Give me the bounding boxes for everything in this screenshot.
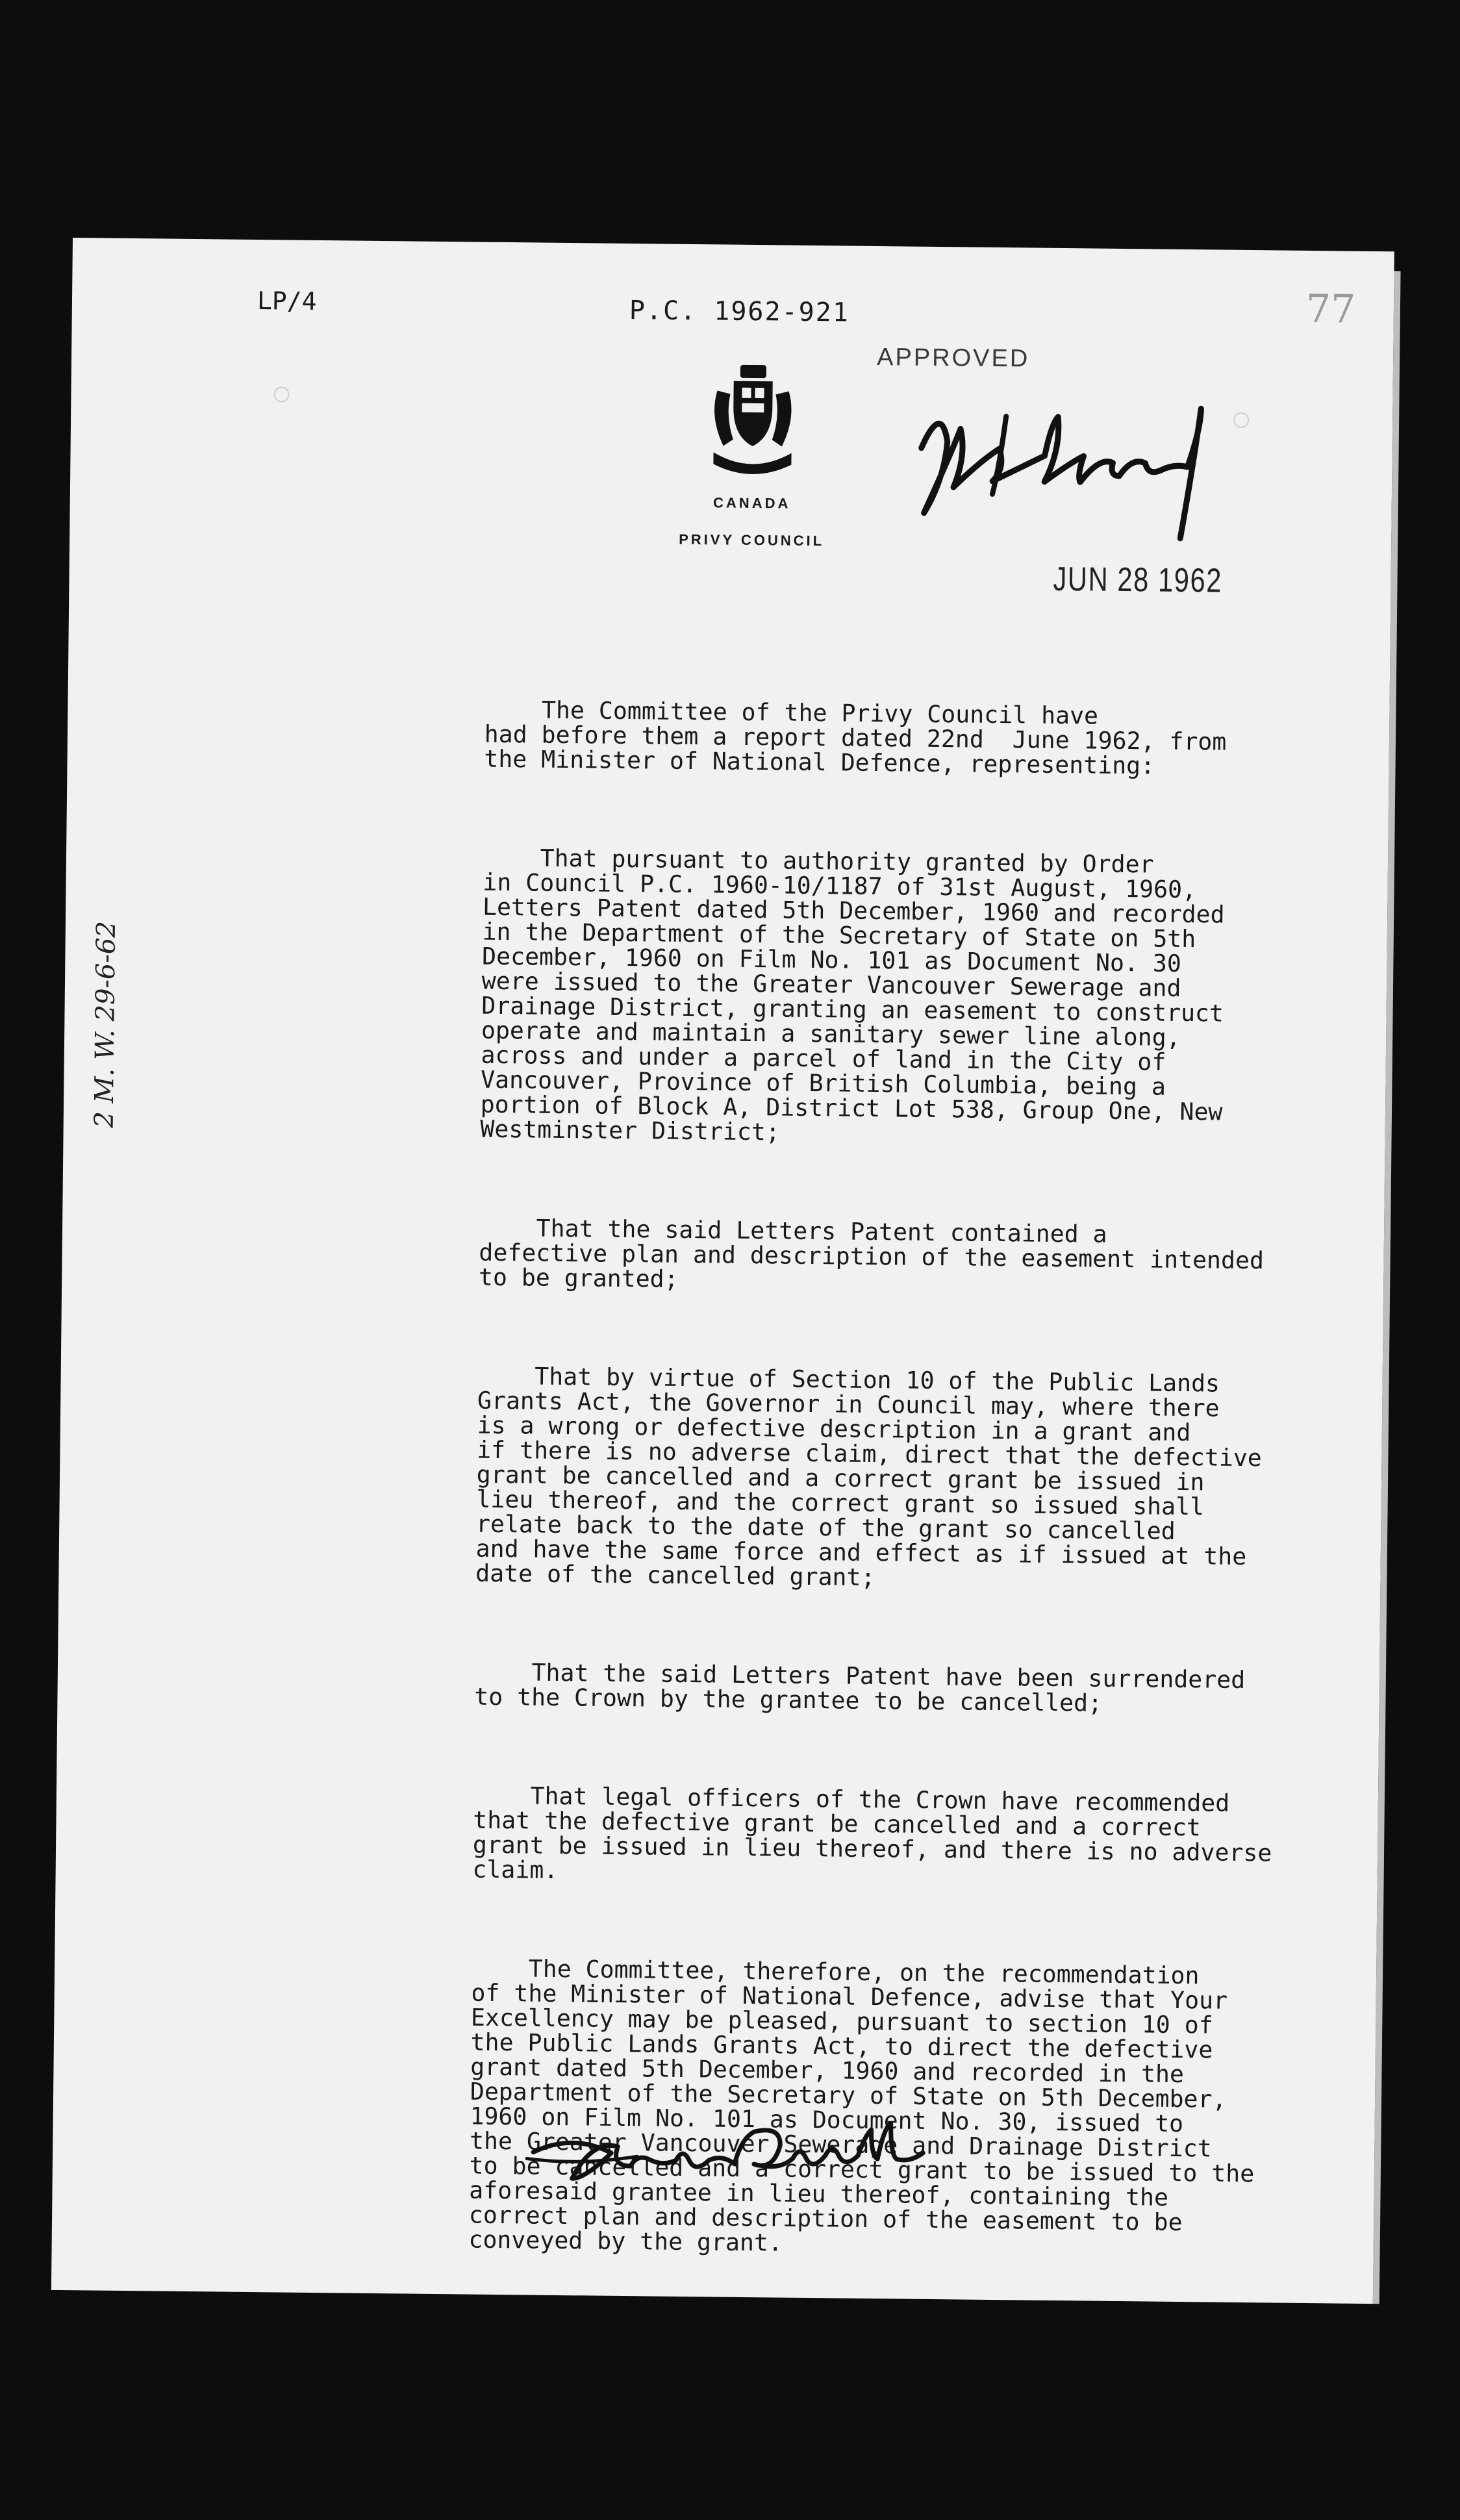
page-number: 77 — [1305, 286, 1356, 333]
punch-hole — [273, 386, 289, 402]
page-edge — [1373, 271, 1401, 2304]
paragraph-legal-advice: That legal officers of the Crown have recommended that the defective grant be cancelled and a correct grant be issued in lieu thereof, and there is no adverse claim. — [315, 1780, 1272, 1884]
order-number: P.C. 1962-921 — [629, 295, 850, 328]
governor-general-signature — [894, 383, 1286, 555]
approval-date-stamp: JUN 28 1962 — [1053, 560, 1223, 600]
office-label: PRIVY COUNCIL — [679, 531, 825, 549]
paragraph-statute: That by virtue of Section 10 of the Public Lands Grants Act, the Governor in Council may, where there is a wrong or defective description in a grant and if there is no adverse claim, direct that the defective grant be cancelled and a correct grant be issued in lieu thereof, and the correct grant so issued shall relate back to the date of the grant so cancelled and have the same force and effect as if issued at the date of the cancelled grant; — [318, 1360, 1262, 1592]
margin-annotation: 2 M. W. 29-6-62 — [89, 920, 121, 1128]
punch-hole — [1233, 412, 1249, 428]
order-body — [310, 646, 1289, 2334]
minister-signature — [520, 2113, 1105, 2216]
paragraph-authority: That pursuant to authority granted by Order in Council P.C. 1960-10/1187 of 31st August, 1960, Letters Patent dated 5th December, 1960 and recorded in the Department of the Secretary of State on 5th December, 1960 on Film No. 101 as Document No. 30 were issued to the Greater Vancouver Sewerage and Drainage District, granting an easement to construct operate and maintain a sanitary sewer line along, across and under a parcel of land in the City of Vancouver, Province of British Columbia, being a portion of Block A, District Lot 538, Group One, New Westminster District; — [323, 842, 1225, 1146]
document-page — [51, 238, 1394, 2304]
approved-stamp: APPROVED — [876, 343, 1030, 373]
canada-coat-of-arms-icon — [703, 361, 802, 476]
paragraph-defect: That the said Letters Patent contained a defective plan and description of the easement intended to be granted; — [321, 1212, 1265, 1293]
file-reference: LP/4 — [257, 286, 317, 316]
paragraph-surrender: That the said Letters Patent have been surrendered to the Crown by the grantee to be cancelled; — [317, 1656, 1246, 1717]
paragraph-intro: The Committee of the Privy Council have had before them a report dated 22nd June 1962, from the Minister of National Defence, representing: — [327, 694, 1227, 780]
crest-caption: CANADA — [712, 494, 791, 512]
paragraph-recommendation: The Committee, therefore, on the recommendation of the Minister of National Defence, advise that Your Excellency may be pleased, pursuant to section 10 of the Public Lands Grants Act, to direct the defective grant dated 5th December, 1960 and recorded in the Department of the Secretary of State on 5th December, 1960 on Film No. 101 as Document No. 30, issued to the Greater Vancouver Sewerage and Drainage District to be cancelled and a correct grant to be issued to the aforesaid grantee in lieu thereof, containing the correct plan and description of the easement to be conveyed by the grant. — [311, 1952, 1255, 2257]
